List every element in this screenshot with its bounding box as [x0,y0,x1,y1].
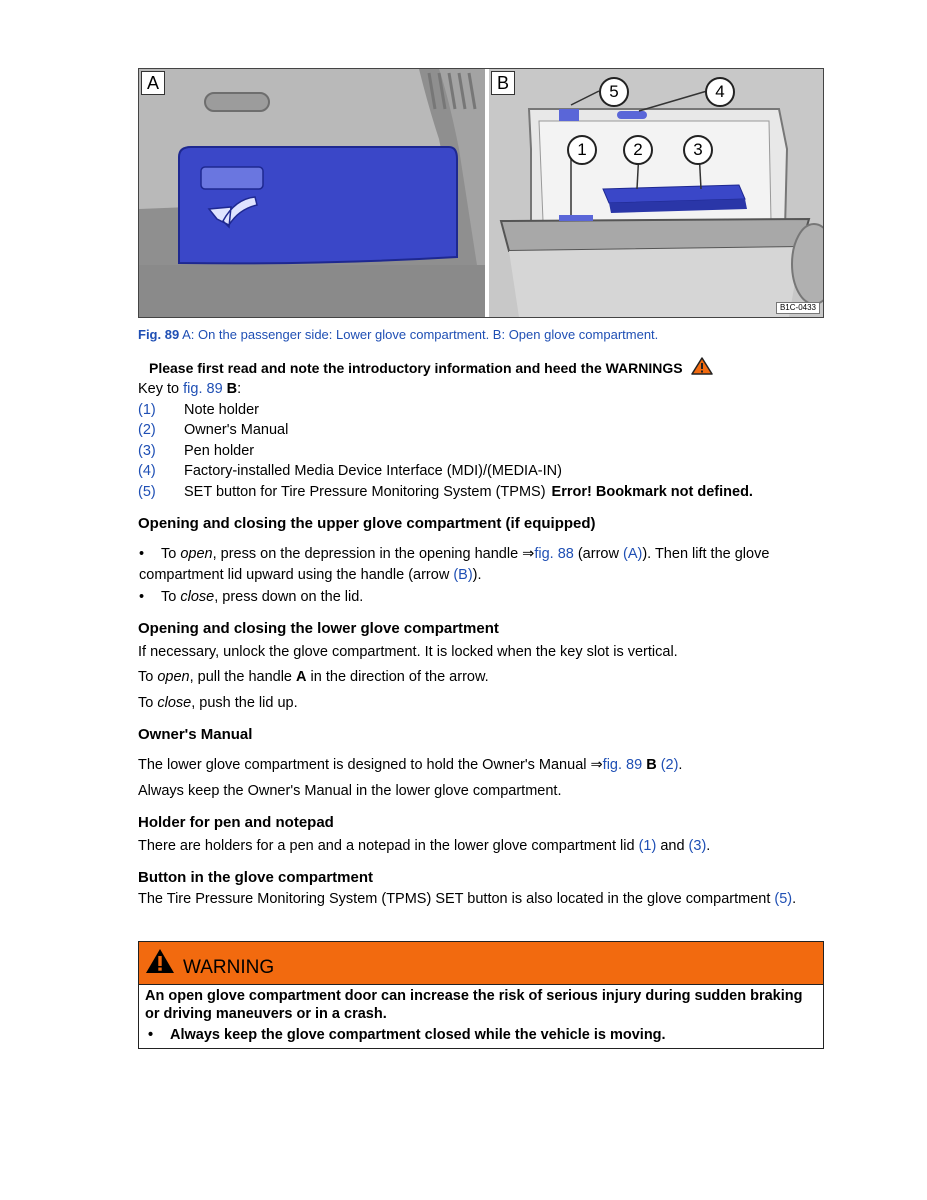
list-item: • To close, press down on the lid. [139,589,364,605]
callout-4: 4 [705,77,735,107]
heading-owners-manual: Owner's Manual [138,726,253,743]
ref-arrow-a[interactable]: (A) [622,546,643,562]
list-item: • Always keep the glove compartment closed while the vehicle is moving. [148,1026,666,1043]
fig-89-link-2[interactable]: fig. 89 [602,757,643,773]
panel-b-label: B [491,71,515,95]
manual-paragraph-2: Always keep the Owner's Manual in the lower glove compartment. [138,782,562,799]
heading-pen-holder: Holder for pen and notepad [138,814,334,831]
holder-paragraph: There are holders for a pen and a notepad in the lower glove compartment lid (1) and (3). [138,838,711,854]
ref-1[interactable]: (1) [638,838,657,854]
bookmark-error: Error! Bookmark not defined. [551,483,753,500]
caption-text: A: On the passenger side: Lower glove compartment. B: Open glove compartment. [179,327,659,342]
panel-a-label: A [141,71,165,95]
fig-89-link[interactable]: fig. 89 [183,381,223,397]
key-list [138,400,824,503]
list-item: (1) Note holder [138,401,259,418]
warning-box [138,941,824,1049]
warning-icon [145,948,175,974]
ref-5[interactable]: (5) [774,890,793,907]
warning-triangle-icon[interactable] [691,357,713,375]
list-item: (3) Pen holder [138,442,255,459]
lower-paragraph-3: To close, push the lid up. [138,694,298,711]
callout-1: 1 [567,135,597,165]
intro-text: Please first read and note the introductory information and heed the WARNINGS [149,360,683,376]
list-item: (2) Owner's Manual [138,422,289,438]
figure-89 [138,68,824,318]
caption-prefix: Fig. 89 [138,327,180,342]
list-item: • To open, press on the depression in the opening handle ⇒fig. 88 (arrow (A)). Then lift the glove compartment lid upward using the handle (arrow (B)). [139,546,770,583]
fig-88-link[interactable]: fig. 88 [534,546,574,562]
heading-button: Button in the glove compartment [138,868,374,886]
warning-title: WARNING [183,956,275,978]
lower-paragraph-2: To open, pull the handle A in the direction of the arrow. [138,669,489,685]
ref-2[interactable]: (2) [656,757,679,773]
button-paragraph: The Tire Pressure Monitoring System (TPMS) SET button is also located in the glove compartment (5). [138,890,797,907]
upper-bullets [138,544,824,608]
heading-lower-compartment: Opening and closing the lower glove compartment [138,619,499,637]
manual-paragraph-1: The lower glove compartment is designed to hold the Owner's Manual ⇒fig. 89 B (2). [138,757,683,773]
ref-arrow-b[interactable]: (B) [453,566,473,583]
page-content [138,68,824,1049]
intro-note [149,357,824,377]
callout-5: 5 [599,77,629,107]
heading-upper-compartment: Opening and closing the upper glove compartment (if equipped) [138,515,596,532]
ref-3[interactable]: (3) [688,838,707,854]
list-item: (4) Factory-installed Media Device Interface (MDI)/(MEDIA-IN) [138,463,562,479]
lower-paragraph-1: If necessary, unlock the glove compartment. It is locked when the key slot is vertical. [138,643,678,660]
warning-header [139,942,823,985]
callout-2: 2 [623,135,653,165]
image-code: B1C-0433 [776,302,820,314]
warning-text: An open glove compartment door can increase the risk of serious injury during sudden braking or driving maneuvers or in a crash. [145,987,803,1022]
list-item: (5) SET button for Tire Pressure Monitoring System (TPMS) Error! Bookmark not defined. [138,482,824,503]
figure-caption [138,327,824,343]
warning-body [139,985,823,1048]
key-heading: Key to fig. 89 B: [138,381,242,397]
callout-3: 3 [683,135,713,165]
